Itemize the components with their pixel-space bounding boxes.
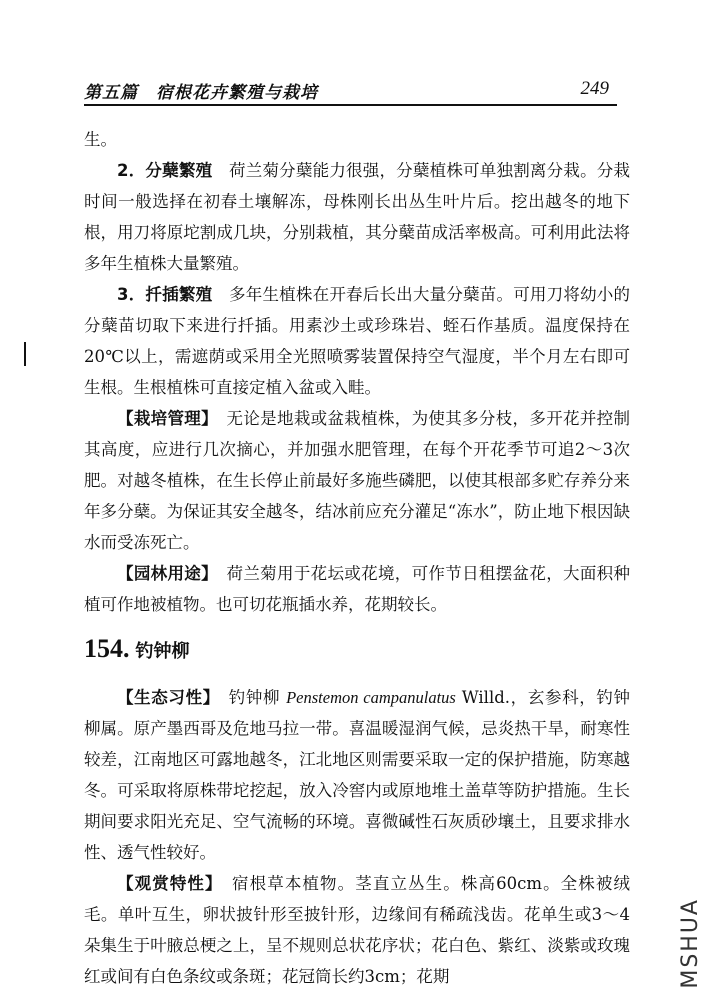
section-number: 154. [84,634,130,663]
paragraph-heading: 【观赏特性】 [117,874,215,893]
paragraph-division [84,155,630,279]
paragraph-heading: 【生态习性】 [117,688,212,707]
section-name: 钓钟柳 [135,641,190,662]
paragraph-heading: 【栽培管理】 [117,409,210,428]
paragraph-text: 荷兰菊用于花坛或花境，可作节日租摆盆花，大面积种植可作地被植物。也可切花瓶插水养，花期较长。 [84,564,631,614]
paragraph-heading: 3．扦插繁殖 [117,285,213,304]
section-heading [84,634,630,670]
paragraph-cutting [84,279,630,403]
paragraph-text: 宿根草本植物。茎直立丛生。株高60cm。全株被绒毛。单叶互生，卵状披针形至披针形，边缘间有稀疏浅齿。花单生或3～4朵集生于叶腋总梗之上，呈不规则总状花序状；花白色、紫红、淡紫或玫瑰红或间有白色条纹或条斑；花冠筒长约3cm；花期 [84,874,631,986]
paragraph-text: Willd.，玄参科，钓钟柳属。原产墨西哥及危地马拉一带。喜温暖湿润气候，忌炎热干旱，耐寒性较差，江南地区可露地越冬，江北地区则需要采取一定的保护措施，防寒越冬。可采取将原株带坨挖起，放入冷窖内或原地堆土盖草等防护措施。生长期间要求阳光充足、空气流畅的环境。喜微碱性石灰质砂壤土，且要求排水性、透气性较好。 [84,688,631,862]
paragraph-cultivation [84,403,630,558]
watermark: MSHUA [678,898,703,989]
paragraph-ecology [84,682,630,868]
paragraph-landscape-use [84,558,630,620]
paragraph-text: 无论是地栽或盆栽植株，为使其多分枝，多开花并控制其高度，应进行几次摘心，并加强水肥管理，在每个开花季节可追2～3次肥。对越冬植株，在生长停止前最好多施些磷肥，以使其根部多贮存养分来年多分蘖。为保证其安全越冬，结冰前应充分灌足“冻水”，防止地下根因缺水而受冻死亡。 [84,409,631,552]
latin-name: Penstemon campanulatus [286,688,456,707]
paragraph-text: 多年生植株在开春后长出大量分蘖苗。可用刀将幼小的分蘖苗切取下来进行扦插。用素沙土或珍珠岩、蛭石作基质。温度保持在20℃以上，需遮荫或采用全光照喷雾装置保持空气湿度，半个月左右即可生根。生根植株可直接定植入盆或入畦。 [84,285,631,397]
running-header [84,78,617,106]
body-text [84,124,630,992]
page-number: 249 [580,78,609,99]
header-title: 第五篇 宿根花卉繁殖与栽培 [84,83,318,103]
margin-mark [24,342,26,366]
paragraph-text: 荷兰菊分蘖能力很强，分蘖植株可单独割离分栽。分栽时间一般选择在初春土壤解冻，母株刚长出丛生叶片后。挖出越冬的地下根，用刀将原坨割成几块，分别栽植，其分蘖苗成活率极高。可利用此法将多年生植株大量繁殖。 [84,161,631,273]
paragraph-continued: 生。 [84,130,117,149]
paragraph-text: 钓钟柳 [228,688,281,707]
paragraph-heading: 2．分蘖繁殖 [117,161,213,180]
paragraph-heading: 【园林用途】 [117,564,210,583]
paragraph-ornamental [84,868,630,992]
